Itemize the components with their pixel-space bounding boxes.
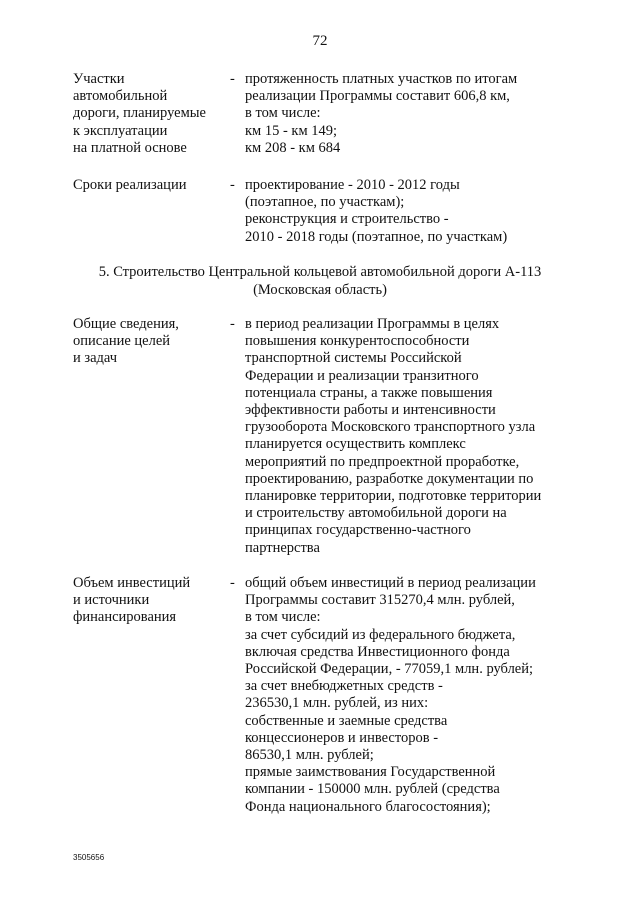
row-label	[73, 575, 223, 627]
row-dash: -	[230, 177, 235, 193]
label-line: к эксплуатации	[73, 122, 168, 139]
value-line: потенциала страны, а также повышения	[245, 384, 493, 401]
label-line: описание целей	[73, 333, 171, 350]
value-line: и строительству автомобильной дороги на	[245, 505, 507, 522]
label-line: автомобильной	[73, 88, 168, 105]
investment-row	[73, 575, 573, 820]
general-info-row	[73, 316, 573, 561]
value-line: эффективности работы и интенсивности	[245, 402, 496, 419]
value-line: км 15 - км 149;	[245, 122, 338, 139]
value-line: включая средства Инвестиционного фонда	[245, 643, 510, 660]
value-line: 236530,1 млн. рублей, из них:	[245, 695, 429, 712]
value-line: в том числе:	[245, 609, 321, 626]
value-line: компании - 150000 млн. рублей (средства	[245, 781, 500, 798]
label-line: Сроки реализации	[73, 177, 187, 193]
label-line: Общие сведения,	[73, 316, 179, 332]
value-line: планировке территории, подготовке территории	[245, 488, 542, 505]
value-line: грузооборота Московского транспортного узла	[245, 419, 536, 436]
label-line: дороги, планируемые	[73, 105, 206, 122]
value-line: (поэтапное, по участкам);	[245, 194, 405, 211]
label-line: Объем инвестиций	[73, 575, 191, 591]
value-line: транспортной системы Российской	[245, 350, 462, 367]
value-line: за счет субсидий из федерального бюджета,	[245, 626, 516, 643]
value-line: реализации Программы составит 606,8 км,	[245, 88, 510, 105]
value-line: Фонда национального благосостояния);	[245, 798, 491, 815]
row-label	[73, 316, 223, 368]
value-line: протяженность платных участков по итогам	[245, 71, 518, 87]
row-label	[73, 177, 223, 194]
value-line: мероприятий по предпроектной проработке,	[245, 453, 520, 470]
row-value	[245, 177, 565, 246]
timeline-row	[73, 177, 573, 249]
value-line: км 208 - км 684	[245, 139, 341, 156]
row-value	[245, 71, 565, 157]
value-line: прямые заимствования Государственной	[245, 764, 496, 781]
value-line: проектирование - 2010 - 2012 годы	[245, 177, 460, 193]
value-line: партнерства	[245, 539, 320, 556]
value-line: принципах государственно-частного	[245, 522, 471, 539]
value-line: общий объем инвестиций в период реализации	[245, 575, 536, 591]
section-heading-line: (Московская область)	[253, 282, 387, 298]
section-heading	[0, 263, 640, 299]
page-number: 72	[312, 33, 328, 49]
value-line: собственные и заемные средства	[245, 712, 448, 729]
value-line: в том числе:	[245, 105, 321, 122]
value-line: реконструкция и строительство -	[245, 211, 449, 228]
value-line: за счет внебюджетных средств -	[245, 678, 443, 695]
value-line: Программы составит 315270,4 млн. рублей,	[245, 592, 515, 609]
row-value	[245, 575, 565, 816]
section-heading-line: 5. Строительство Центральной кольцевой автомобильной дороги А-113	[98, 264, 542, 280]
value-line: 86530,1 млн. рублей;	[245, 747, 374, 764]
value-line: концессионеров и инвесторов -	[245, 729, 439, 746]
value-line: планируется осуществить комплекс	[245, 436, 466, 453]
label-line: и источники	[73, 592, 150, 609]
toll-sections-row	[73, 71, 573, 161]
row-dash: -	[230, 316, 235, 332]
value-line: проектированию, разработке документации по	[245, 470, 534, 487]
value-line: 2010 - 2018 годы (поэтапное, по участкам)	[245, 228, 508, 245]
label-line: Участки	[73, 71, 125, 87]
value-line: в период реализации Программы в целях	[245, 316, 500, 332]
value-line: повышения конкурентоспособности	[245, 333, 470, 350]
row-label	[73, 71, 223, 157]
value-line: Федерации и реализации транзитного	[245, 367, 479, 384]
row-value	[245, 316, 565, 557]
label-line: и задач	[73, 350, 118, 367]
label-line: на платной основе	[73, 139, 187, 156]
row-dash: -	[230, 575, 235, 591]
label-line: финансирования	[73, 609, 177, 626]
document-code: 3505656	[73, 853, 105, 862]
row-dash: -	[230, 71, 235, 87]
value-line: Российской Федерации, - 77059,1 млн. рублей;	[245, 661, 534, 678]
